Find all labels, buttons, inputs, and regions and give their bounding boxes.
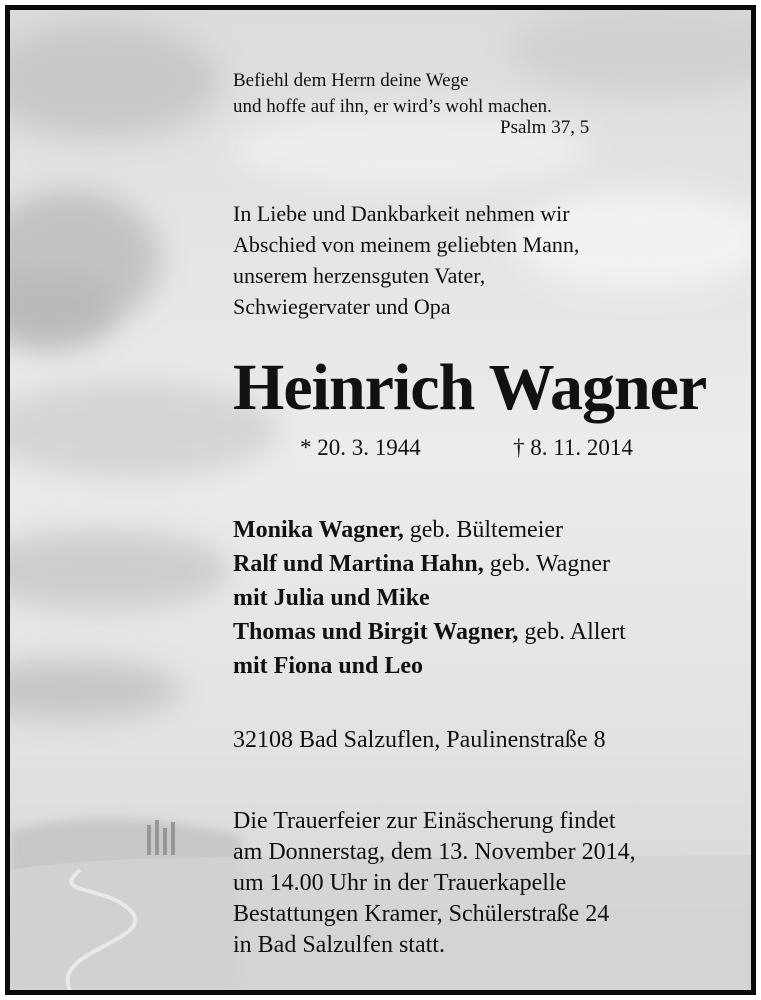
funeral-line-5: in Bad Salzulfen statt.: [233, 932, 445, 958]
psalm-reference: Psalm 37, 5: [500, 117, 590, 138]
funeral-line-3: um 14.00 Uhr in der Trauerkapelle: [233, 870, 567, 896]
intro-line-4: Schwiegervater und Opa: [233, 294, 451, 319]
mourner-detail: geb. Wagner: [483, 551, 610, 577]
mourner-line-2: [233, 549, 610, 580]
birth-date: * 20. 3. 1944: [300, 435, 421, 460]
mourner-line-5: [233, 651, 423, 682]
mourner-name: mit Julia und Mike: [233, 585, 430, 611]
intro-line-3: unserem herzensguten Vater,: [233, 263, 486, 288]
funeral-line-2: am Donnerstag, dem 13. November 2014,: [233, 839, 636, 865]
mourner-name: mit Fiona und Leo: [233, 653, 424, 679]
funeral-line-4: Bestattungen Kramer, Schülerstraße 24: [233, 901, 610, 927]
mourner-name: Monika Wagner,: [233, 517, 404, 543]
intro-line-2: Abschied von meinem geliebten Mann,: [233, 232, 580, 257]
family-address: 32108 Bad Salzuflen, Paulinenstraße 8: [233, 727, 606, 753]
mourner-line-3: [233, 583, 430, 614]
mourner-name: Thomas und Birgit Wagner,: [233, 619, 519, 645]
obituary-content: [10, 10, 751, 990]
psalm-line-2: und hoffe auf ihn, er wird’s wohl machen.: [233, 96, 552, 117]
psalm-line-1: Befiehl dem Herrn deine Wege: [233, 70, 469, 91]
mourner-name: Ralf und Martina Hahn,: [233, 551, 484, 577]
obituary-frame: [5, 5, 756, 995]
mourner-line-4: [233, 617, 626, 648]
funeral-line-1: Die Trauerfeier zur Einäscherung findet: [233, 808, 616, 834]
mourner-detail: geb. Bültemeier: [403, 517, 563, 543]
mourner-detail: geb. Allert: [518, 619, 626, 645]
death-date: † 8. 11. 2014: [513, 435, 633, 460]
mourner-line-1: [233, 515, 563, 546]
deceased-name: Heinrich Wagner: [233, 351, 707, 424]
intro-line-1: In Liebe und Dankbarkeit nehmen wir: [233, 201, 570, 226]
